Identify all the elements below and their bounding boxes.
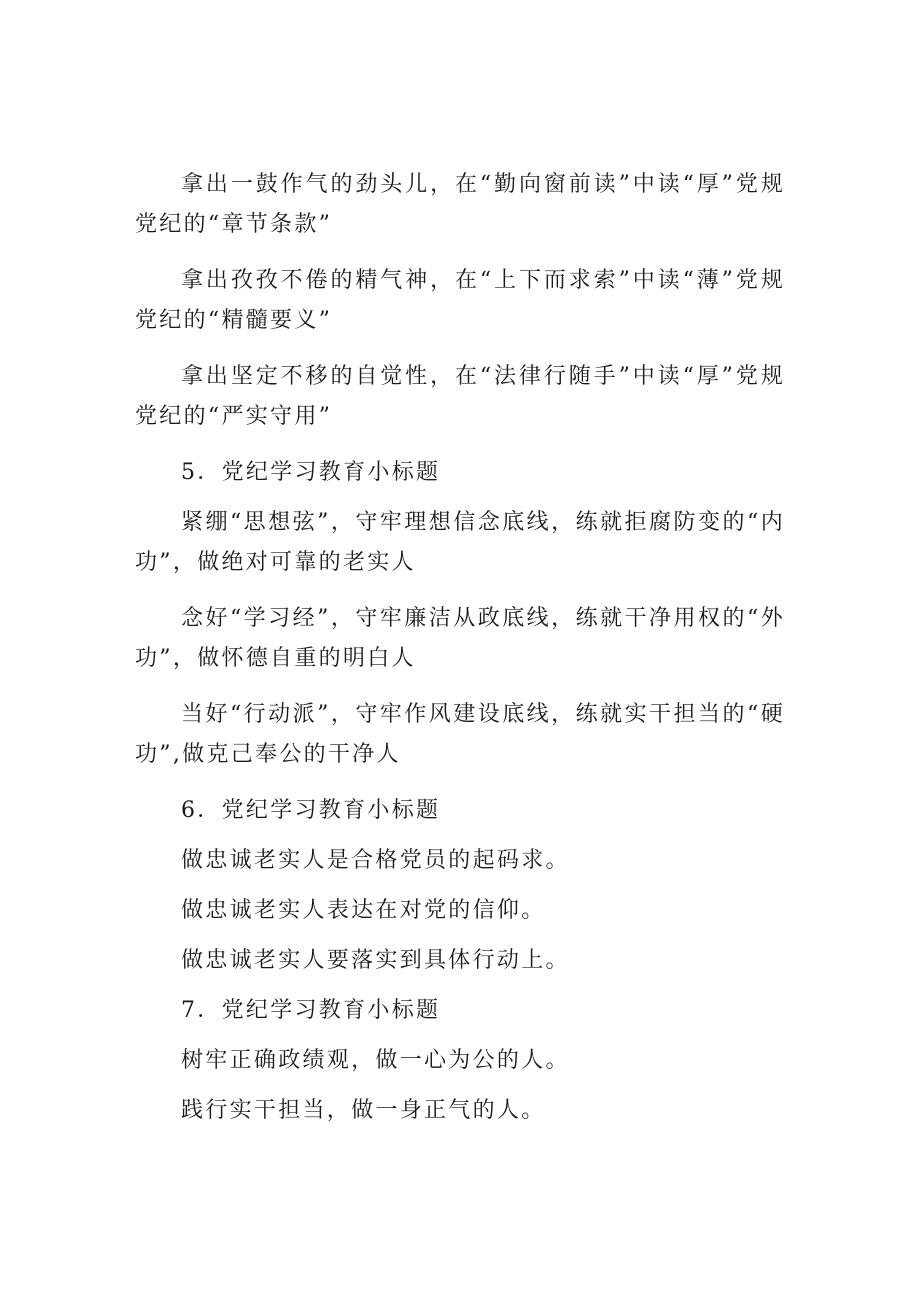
- paragraph: 拿出一鼓作气的劲头儿，在“勤向窗前读”中读“厚”党规党纪的“章节条款”: [135, 172, 785, 237]
- paragraph: 拿出孜孜不倦的精气神，在“上下而求索”中读“薄”党规党纪的“精髓要义”: [135, 268, 785, 333]
- paragraph: 紧绷“思想弦”，守牢理想信念底线，练就拒腐防变的“内功”，做绝对可靠的老实人: [135, 510, 785, 575]
- paragraph: 当好“行动派”，守牢作风建设底线，练就实干担当的“硬功”,做克己奉公的干净人: [135, 702, 785, 767]
- section-heading-7: 7．党纪学习教育小标题: [181, 998, 441, 1023]
- paragraph: 念好“学习经”，守牢廉洁从政底线，练就干净用权的“外功”，做怀德自重的明白人: [135, 606, 785, 671]
- section-heading-5: 5．党纪学习教育小标题: [181, 460, 441, 485]
- section-heading-6: 6．党纪学习教育小标题: [181, 798, 441, 823]
- paragraph: 做忠诚老实人是合格党员的起码求。: [181, 848, 570, 873]
- paragraph: 践行实干担当，做一身正气的人。: [181, 1098, 546, 1123]
- paragraph: 树牢正确政绩观，做一心为公的人。: [181, 1048, 570, 1073]
- paragraph: 做忠诚老实人要落实到具体行动上。: [181, 948, 570, 973]
- document-body: [135, 165, 785, 1141]
- paragraph: 拿出坚定不移的自觉性，在“法律行随手”中读“厚”党规党纪的“严实守用”: [135, 364, 785, 429]
- paragraph: 做忠诚老实人表达在对党的信仰。: [181, 898, 546, 923]
